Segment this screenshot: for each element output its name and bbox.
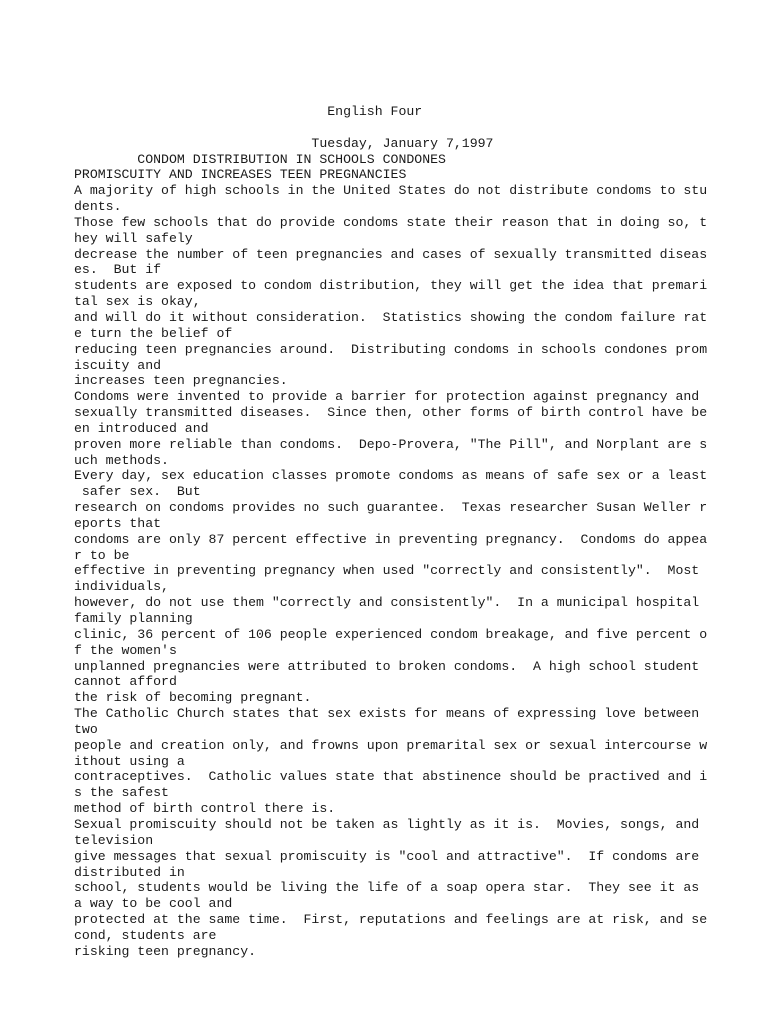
body-text-line: individuals, — [74, 579, 169, 595]
body-text-line: however, do not use them "correctly and consistently". In a municipal hospital — [74, 595, 700, 611]
body-text-line: f the women's — [74, 642, 177, 658]
body-text-line: A majority of high schools in the United States do not distribute condoms to stu — [74, 183, 708, 199]
body-text-line: r to be — [74, 547, 130, 563]
body-text-line: unplanned pregnancies were attributed to broken condoms. A high school student — [74, 658, 700, 674]
body-text-line: risking teen pregnancy. — [74, 943, 257, 959]
body-text-line: The Catholic Church states that sex exists for means of expressing love between — [74, 706, 700, 722]
body-text-line: Condoms were invented to provide a barrier for protection against pregnancy and — [74, 389, 700, 405]
body-text-line: iscuity and — [74, 357, 162, 373]
essay-title: PROMISCUITY AND INCREASES TEEN PREGNANCIES — [74, 167, 407, 183]
body-text-line: dents. — [74, 199, 122, 215]
body-text-line: clinic, 36 percent of 106 people experienced condom breakage, and five percent o — [74, 626, 708, 642]
body-text-line: tal sex is okay, — [74, 294, 201, 310]
body-text-line: proven more reliable than condoms. Depo-Provera, "The Pill", and Norplant are s — [74, 436, 708, 452]
body-text-line: condoms are only 87 percent effective in preventing pregnancy. Condoms do appea — [74, 531, 708, 547]
body-text-line: give messages that sexual promiscuity is "cool and attractive". If condoms are — [74, 848, 700, 864]
body-text-line: cannot afford — [74, 674, 177, 690]
body-text-line: en introduced and — [74, 420, 209, 436]
document-page — [74, 104, 754, 960]
body-text-line: contraceptives. Catholic values state that abstinence should be practived and i — [74, 769, 708, 785]
body-text-line: Sexual promiscuity should not be taken as lightly as it is. Movies, songs, and — [74, 816, 700, 832]
body-text-line: reducing teen pregnancies around. Distributing condoms in schools condones prom — [74, 341, 708, 357]
essay-title: CONDOM DISTRIBUTION IN SCHOOLS CONDONES — [74, 151, 446, 167]
body-text-line: research on condoms provides no such guarantee. Texas researcher Susan Weller r — [74, 500, 708, 516]
body-text-line: television — [74, 832, 154, 848]
body-text-line: the risk of becoming pregnant. — [74, 690, 312, 706]
body-text-line: protected at the same time. First, reputations and feelings are at risk, and se — [74, 912, 708, 928]
body-text-line: and will do it without consideration. Statistics showing the condom failure rat — [74, 309, 708, 325]
body-text-line: a way to be cool and — [74, 896, 233, 912]
body-text-line: ithout using a — [74, 753, 185, 769]
body-text-line: cond, students are — [74, 927, 217, 943]
body-text-line: students are exposed to condom distribution, they will get the idea that premari — [74, 278, 708, 294]
body-text-line: eports that — [74, 515, 162, 531]
body-text-line: people and creation only, and frowns upon premarital sex or sexual intercourse w — [74, 737, 708, 753]
body-text-line: decrease the number of teen pregnancies and cases of sexually transmitted diseas — [74, 246, 708, 262]
body-text-line: Every day, sex education classes promote condoms as means of safe sex or a least — [74, 468, 708, 484]
body-text-line: method of birth control there is. — [74, 801, 336, 817]
course-title: English Four — [74, 104, 423, 119]
body-text-line: family planning — [74, 611, 193, 626]
blank-line — [74, 120, 754, 136]
body-text-line: es. But if — [74, 262, 162, 278]
body-text-line: e turn the belief of — [74, 325, 233, 341]
body-text-line: effective in preventing pregnancy when used "correctly and consistently". Most — [74, 563, 700, 579]
body-text-line: sexually transmitted diseases. Since then, other forms of birth control have be — [74, 405, 708, 421]
body-text-line: Those few schools that do provide condoms state their reason that in doing so, t — [74, 214, 708, 230]
body-text-line: increases teen pregnancies. — [74, 373, 288, 389]
document-date: Tuesday, January 7,1997 — [74, 135, 494, 151]
body-text-line: distributed in — [74, 864, 185, 880]
body-text-line: s the safest — [74, 785, 169, 801]
body-text-line: hey will safely — [74, 230, 193, 246]
body-text-line: two — [74, 721, 98, 737]
body-text-line: uch methods. — [74, 452, 169, 468]
body-text-line: school, students would be living the life of a soap opera star. They see it as — [74, 880, 700, 896]
body-text-line: safer sex. But — [74, 484, 201, 500]
